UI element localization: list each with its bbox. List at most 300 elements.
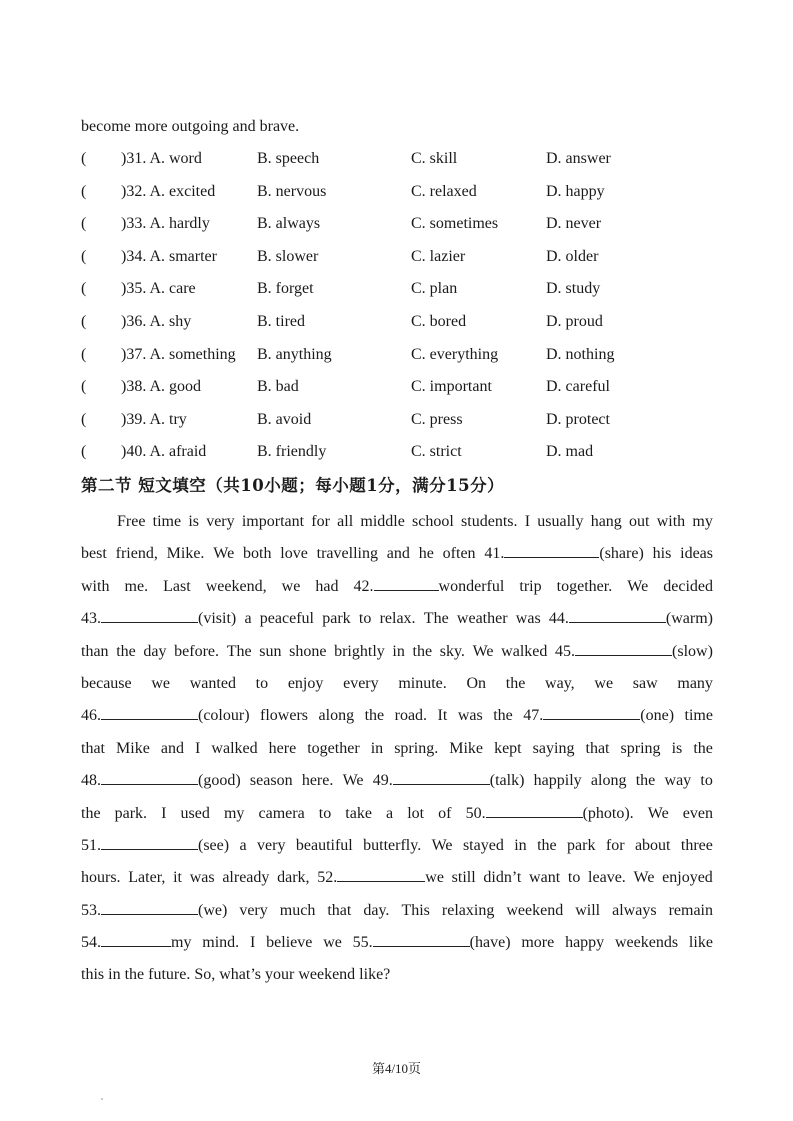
option-a: )40. A. afraid	[121, 443, 207, 461]
passage-word: (good)	[198, 772, 241, 790]
blank-group	[373, 765, 525, 797]
passage-word: minute.	[398, 674, 447, 692]
option-a: )34. A. smarter	[121, 247, 217, 265]
passage-word: love	[280, 545, 308, 563]
passage-word: is	[188, 513, 199, 530]
passage-word: along	[318, 707, 355, 725]
question-37	[81, 344, 721, 377]
passage-word: didn’t	[483, 869, 522, 887]
option-c: C. skill	[411, 150, 458, 167]
scan-speck	[101, 1098, 103, 1100]
passage-word: the	[81, 804, 101, 822]
passage-word: dark,	[277, 869, 310, 887]
answer-paren[interactable]: (	[81, 410, 87, 428]
option-a: )31. A. word	[121, 150, 202, 167]
passage-line-7	[81, 700, 713, 732]
passage-word: I	[195, 739, 201, 757]
blank-group	[466, 798, 634, 830]
passage-word: 41.	[484, 545, 505, 563]
answer-blank[interactable]	[543, 702, 640, 720]
passage-word: he	[418, 545, 434, 563]
passage-word: together.	[556, 577, 613, 595]
passage-word: kept	[494, 739, 522, 757]
passage-word: stayed	[462, 836, 504, 854]
option-c: C. press	[411, 410, 463, 428]
passage-word: much	[279, 901, 316, 919]
option-c: C. sometimes	[411, 215, 499, 233]
passage-word: park.	[114, 804, 148, 822]
passage-word: best	[81, 545, 107, 563]
passage-word: to	[700, 772, 713, 790]
passage-word: day	[143, 642, 167, 660]
answer-blank[interactable]	[374, 573, 439, 591]
passage-word: walked	[501, 642, 548, 660]
passage-word: my	[692, 513, 713, 530]
passage-word: even	[682, 804, 713, 822]
passage-word: that	[327, 901, 352, 919]
cloze-passage	[81, 506, 713, 992]
option-c: C. plan	[411, 280, 458, 298]
question-40	[81, 441, 721, 474]
passage-word: decided	[663, 577, 713, 595]
passage-word: We	[633, 869, 655, 887]
option-a: )32. A. excited	[121, 182, 216, 200]
passage-line-12	[81, 862, 713, 894]
passage-word: we	[425, 869, 444, 887]
passage-word: very	[206, 513, 235, 530]
answer-blank[interactable]	[101, 605, 198, 623]
option-b: B. speech	[257, 150, 320, 167]
passage-word: (talk)	[489, 772, 525, 790]
passage-word: sun	[259, 642, 282, 660]
passage-word: to	[318, 804, 332, 822]
passage-word: 53.	[81, 901, 101, 919]
option-d: D. older	[546, 247, 599, 265]
option-a: )38. A. good	[121, 378, 201, 396]
passage-word: and	[160, 739, 184, 757]
passage-line-11	[81, 830, 713, 862]
option-b: B. anything	[257, 345, 332, 363]
passage-word: for	[605, 836, 625, 854]
answer-blank[interactable]	[575, 638, 672, 656]
passage-word: The	[226, 642, 252, 660]
passage-word: a	[239, 836, 247, 854]
blank-group	[354, 571, 505, 603]
passage-word: (we)	[198, 901, 228, 919]
answer-blank[interactable]	[504, 540, 599, 558]
passage-word: more	[521, 934, 555, 952]
passage-word: 45.	[555, 642, 576, 660]
passage-word: here.	[301, 772, 334, 790]
passage-line-13	[81, 895, 713, 927]
passage-word: because	[81, 674, 132, 692]
passage-line-1	[81, 506, 713, 538]
option-d: D. never	[546, 215, 602, 233]
passage-word: season	[249, 772, 293, 790]
option-d: D. careful	[546, 378, 610, 396]
question-36	[81, 311, 721, 344]
passage-word: the	[493, 707, 513, 725]
passage-word: school	[412, 513, 454, 530]
passage-word: his	[652, 545, 672, 563]
passage-word: walked	[211, 739, 258, 757]
option-a: )35. A. care	[121, 280, 196, 298]
passage-word: park	[322, 610, 351, 628]
answer-blank[interactable]	[101, 929, 171, 947]
passage-word: want	[529, 869, 561, 887]
passage-word: will	[575, 901, 601, 919]
option-b: B. friendly	[257, 443, 327, 461]
answer-paren[interactable]: (	[81, 280, 87, 298]
answer-paren[interactable]: (	[81, 345, 87, 363]
answer-blank[interactable]	[101, 767, 198, 785]
passage-word: We	[472, 642, 494, 660]
blank-group	[81, 927, 191, 959]
answer-paren[interactable]: (	[81, 312, 87, 330]
passage-word: We	[647, 804, 669, 822]
blank-group	[81, 765, 241, 797]
answer-blank[interactable]	[101, 832, 198, 850]
passage-word: friend,	[115, 545, 158, 563]
passage-word: with	[656, 513, 686, 530]
passage-line-3	[81, 571, 713, 603]
option-c: C. strict	[411, 443, 462, 461]
passage-line-15	[81, 959, 713, 991]
intro-line: become more outgoing and brave.	[81, 118, 300, 135]
passage-line-4	[81, 603, 713, 635]
option-a: )37. A. something	[121, 345, 236, 363]
passage-word: 55.	[352, 934, 373, 952]
passage-word: trip	[519, 577, 542, 595]
passage-word: was	[189, 869, 215, 887]
option-d: D. proud	[546, 312, 603, 330]
passage-word: together	[307, 739, 360, 757]
passage-word: than	[81, 642, 109, 660]
passage-word: we	[281, 577, 301, 595]
passage-word: 50.	[465, 804, 486, 822]
blank-group	[81, 603, 236, 635]
passage-word: out	[629, 513, 650, 530]
passage-word: park	[567, 836, 596, 854]
passage-word: for	[311, 513, 330, 530]
passage-word: me.	[124, 577, 149, 595]
option-d: D. nothing	[546, 345, 615, 363]
passage-word: that	[585, 739, 610, 757]
passage-word: the	[412, 642, 433, 660]
passage-line-10	[81, 798, 713, 830]
option-a: )33. A. hardly	[121, 215, 210, 233]
passage-word: in	[392, 642, 405, 660]
passage-word: the	[364, 707, 385, 725]
passage-word: On	[466, 674, 487, 692]
passage-word: way,	[545, 674, 575, 692]
question-39	[81, 409, 721, 442]
passage-word: a	[386, 804, 394, 822]
passage-word: we	[151, 674, 171, 692]
question-34	[81, 246, 721, 279]
passage-word: This	[401, 901, 430, 919]
passage-word: 44.	[548, 610, 569, 628]
passage-word: 52.	[317, 869, 338, 887]
option-c: C. relaxed	[411, 182, 477, 200]
blank-group	[523, 700, 674, 732]
passage-word: 42.	[353, 577, 374, 595]
blank-group	[81, 895, 227, 927]
passage-word: (colour)	[198, 707, 250, 725]
blank-group	[81, 700, 250, 732]
passage-word: we	[594, 674, 614, 692]
passage-word: happy	[565, 934, 605, 952]
option-b: B. avoid	[257, 410, 312, 428]
passage-word: the	[116, 642, 136, 660]
answer-paren[interactable]: (	[81, 443, 87, 461]
option-d: D. happy	[546, 182, 605, 200]
passage-word: to	[255, 674, 269, 692]
option-a: )39. A. try	[121, 410, 187, 428]
passage-word: 51.	[81, 836, 101, 854]
passage-word: like	[688, 934, 713, 952]
passage-word: about	[634, 836, 671, 854]
passage-word: before.	[174, 642, 220, 660]
passage-word: I	[161, 804, 167, 822]
passage-word: beautiful	[295, 836, 353, 854]
passage-word: shone	[289, 642, 327, 660]
passage-word: remain	[668, 901, 713, 919]
passage-word: in	[514, 836, 527, 854]
passage-word: the	[693, 739, 713, 757]
passage-word: in	[370, 739, 384, 757]
passage-word: (warm)	[665, 610, 713, 628]
passage-word: hang	[590, 513, 622, 530]
passage-word: 54.	[81, 934, 101, 952]
answer-blank[interactable]	[101, 702, 198, 720]
passage-word: used	[180, 804, 210, 822]
passage-word: hours.	[81, 869, 121, 887]
option-d: D. answer	[546, 150, 611, 167]
passage-word: weekends	[615, 934, 679, 952]
passage-line-8	[81, 733, 713, 765]
answer-blank[interactable]	[393, 767, 490, 785]
passage-word: I	[524, 513, 531, 530]
passage-word: still	[451, 869, 476, 887]
question-31	[81, 148, 721, 181]
question-35	[81, 278, 721, 311]
answer-blank[interactable]	[337, 864, 425, 882]
passage-word: relax.	[379, 610, 416, 628]
passage-word: way	[664, 772, 692, 790]
option-b: B. slower	[257, 247, 319, 265]
passage-word: saw	[632, 674, 658, 692]
answer-blank[interactable]	[373, 929, 470, 947]
passage-word: of	[438, 804, 452, 822]
passage-word: was	[457, 707, 483, 725]
passage-word: often	[442, 545, 476, 563]
passage-word: important	[241, 513, 305, 530]
option-d: D. protect	[546, 410, 610, 428]
question-32	[81, 181, 721, 214]
passage-word: 46.	[81, 707, 101, 725]
passage-word: is	[671, 739, 683, 757]
blank-group	[555, 636, 713, 668]
passage-word: time	[152, 513, 182, 530]
passage-word: middle	[360, 513, 405, 530]
passage-word: along	[590, 772, 627, 790]
option-c: C. bored	[411, 312, 467, 330]
passage-line-14	[81, 927, 713, 959]
passage-word: believe	[266, 934, 313, 952]
passage-word: (slow)	[672, 642, 713, 660]
passage-word: We	[213, 545, 235, 563]
answer-paren[interactable]: (	[81, 150, 87, 167]
passage-word: enjoy	[287, 674, 324, 692]
passage-word: relaxing	[441, 901, 495, 919]
passage-word: my	[223, 804, 245, 822]
passage-word: We	[431, 836, 453, 854]
passage-word: brightly	[334, 642, 385, 660]
option-b: B. bad	[257, 378, 299, 396]
passage-word: all	[337, 513, 354, 530]
passage-word: 47.	[523, 707, 544, 725]
passage-word: weekend	[506, 901, 564, 919]
passage-word: we	[323, 934, 342, 952]
section-title: 第二节 短文填空（共10小题；每小题1分，满分15分）	[81, 476, 505, 495]
passage-word: weekend,	[205, 577, 267, 595]
answer-paren[interactable]: (	[81, 247, 87, 265]
answer-paren[interactable]: (	[81, 378, 87, 396]
passage-word: road.	[394, 707, 428, 725]
passage-word: It	[437, 707, 448, 725]
passage-word: that	[81, 739, 105, 757]
passage-word: (one)	[640, 707, 675, 725]
passage-word: many	[677, 674, 713, 692]
passage-word: sky.	[439, 642, 465, 660]
passage-word: always	[612, 901, 657, 919]
question-38	[81, 376, 721, 409]
passage-word: the	[537, 836, 557, 854]
passage-word: mind.	[202, 934, 240, 952]
passage-word: flowers	[260, 707, 309, 725]
passage-word: (have)	[469, 934, 511, 952]
option-d: D. study	[546, 280, 601, 298]
option-b: B. always	[257, 215, 321, 233]
passage-word: travelling	[316, 545, 378, 563]
passage-word: was	[515, 610, 541, 628]
blank-group	[81, 830, 229, 862]
question-33	[81, 213, 721, 246]
multiple-choice-list	[81, 148, 721, 474]
passage-word: very	[239, 901, 268, 919]
page-number: 第4/10页	[371, 1061, 422, 1076]
passage-word: day.	[363, 901, 390, 919]
passage-word: saying	[532, 739, 575, 757]
option-b: B. tired	[257, 312, 305, 330]
passage-word: to	[567, 869, 581, 887]
passage-word: weather	[456, 610, 508, 628]
option-d: D. mad	[546, 443, 594, 461]
passage-word: usually	[537, 513, 584, 530]
passage-word: had	[315, 577, 339, 595]
passage-word: 49.	[372, 772, 393, 790]
passage-word: wonderful	[438, 577, 505, 595]
passage-word: 43.	[81, 610, 101, 628]
passage-line-6	[81, 668, 713, 700]
passage-word: three	[680, 836, 713, 854]
passage-word: wanted	[189, 674, 236, 692]
passage-word: with	[81, 577, 110, 595]
option-c: C. everything	[411, 345, 499, 363]
passage-word: (visit)	[198, 610, 237, 628]
passage-word: The	[423, 610, 449, 628]
passage-word: We	[627, 577, 649, 595]
option-c: C. important	[411, 378, 492, 396]
passage-word: ideas	[680, 545, 713, 563]
passage-word: the	[505, 674, 526, 692]
passage-word: spring.	[394, 739, 439, 757]
passage-word: both	[243, 545, 272, 563]
passage-word: take	[345, 804, 372, 822]
passage-word: time	[684, 707, 713, 725]
answer-paren[interactable]: (	[81, 182, 87, 200]
option-a: )36. A. shy	[121, 312, 192, 330]
option-b: B. forget	[257, 280, 314, 298]
passage-word: Mike	[116, 739, 150, 757]
passage-word: to	[358, 610, 372, 628]
passage-word: (see)	[198, 836, 230, 854]
passage-word: already	[222, 869, 270, 887]
passage-word: here	[268, 739, 297, 757]
passage-word: enjoyed	[662, 869, 713, 887]
blank-group	[549, 603, 713, 635]
passage-word: We	[342, 772, 364, 790]
option-c: C. lazier	[411, 247, 466, 265]
passage-word: 48.	[81, 772, 101, 790]
passage-line-9	[81, 765, 713, 797]
answer-blank[interactable]	[569, 605, 666, 623]
passage-word: Mike	[449, 739, 484, 757]
answer-blank[interactable]	[101, 897, 198, 915]
passage-word: it	[173, 869, 182, 887]
answer-paren[interactable]: (	[81, 215, 87, 233]
passage-word: (share)	[599, 545, 644, 563]
passage-word: every	[343, 674, 379, 692]
option-b: B. nervous	[257, 182, 327, 200]
passage-word: Mike.	[166, 545, 205, 563]
passage-word: peaceful	[259, 610, 314, 628]
passage-word: Last	[163, 577, 191, 595]
passage-word: camera	[258, 804, 305, 822]
passage-word: Later,	[128, 869, 166, 887]
passage-word: leave.	[588, 869, 626, 887]
passage-word: (photo).	[582, 804, 634, 822]
blank-group	[353, 927, 511, 959]
passage-word: students.	[461, 513, 518, 530]
passage-word: the	[635, 772, 656, 790]
blank-group	[317, 862, 444, 894]
passage-line-2	[81, 538, 713, 570]
passage-word: my	[171, 934, 192, 952]
passage-word: I	[250, 934, 256, 952]
passage-word: Free	[117, 513, 146, 530]
passage-line-5	[81, 636, 713, 668]
passage-word: happily	[533, 772, 582, 790]
passage-text: this in the future. So, what’s your weekend like?	[81, 966, 391, 984]
passage-word: butterfly.	[363, 836, 422, 854]
passage-word: very	[257, 836, 286, 854]
passage-word: and	[386, 545, 410, 563]
blank-group	[484, 538, 643, 570]
answer-blank[interactable]	[486, 800, 583, 818]
passage-word: spring	[620, 739, 661, 757]
